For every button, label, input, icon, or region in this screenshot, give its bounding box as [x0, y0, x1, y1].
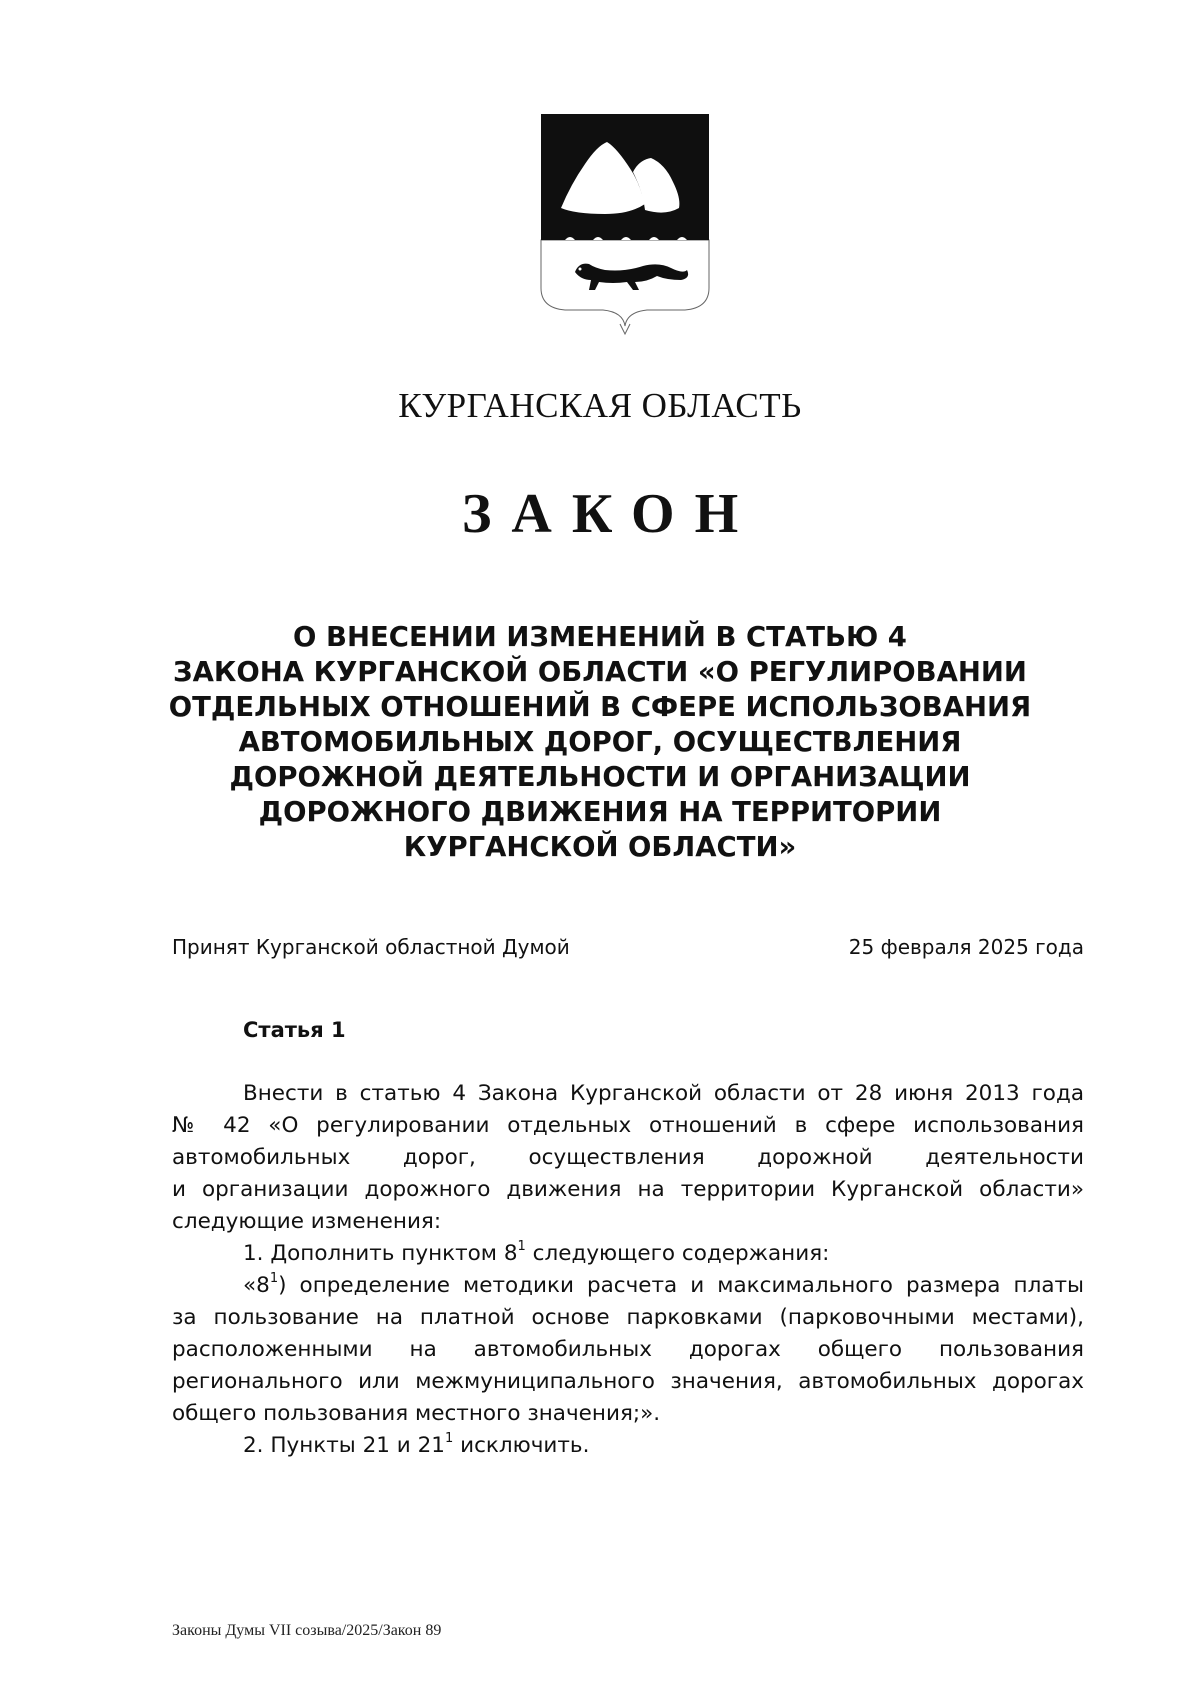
- body-line: следующие изменения:: [172, 1209, 442, 1234]
- law-title: [130, 620, 1070, 865]
- region-heading: КУРГАНСКАЯ ОБЛАСТЬ: [398, 386, 802, 425]
- law-title-line: ЗАКОНА КУРГАНСКОЙ ОБЛАСТИ «О РЕГУЛИРОВАНИИ: [173, 656, 1027, 688]
- body-line: Внести в статью 4 Закона Курганской области от 28 июня 2013 года: [243, 1081, 1084, 1106]
- law-title-line: АВТОМОБИЛЬНЫХ ДОРОГ, ОСУЩЕСТВЛЕНИЯ: [238, 726, 962, 758]
- quote-line: за пользование на платной основе парковками (парковочными местами),: [172, 1305, 1084, 1330]
- item-2: 2. Пункты 21 и $21^1$ исключить.: [243, 1431, 590, 1458]
- law-title-line: О ВНЕСЕНИИ ИЗМЕНЕНИЙ В СТАТЬЮ 4: [293, 621, 907, 653]
- superscript: 1: [444, 1431, 454, 1446]
- body-line: и организации дорожного движения на территории Курганской области»: [172, 1177, 1084, 1202]
- quote-line: «$8^1$) определение методики расчета и максимального размера платы: [243, 1271, 1084, 1298]
- quote-line: общего пользования местного значения;».: [172, 1401, 661, 1426]
- item-1: 1. Дополнить пунктом $8^1$ следующего содержания:: [243, 1239, 830, 1266]
- superscript: 1: [517, 1239, 526, 1254]
- quote-line: расположенными на автомобильных дорогах общего пользования: [172, 1337, 1084, 1362]
- law-title-line: ДОРОЖНОГО ДВИЖЕНИЯ НА ТЕРРИТОРИИ: [258, 796, 942, 828]
- quote-line: регионального или межмуниципального значения, автомобильных дорогах: [172, 1369, 1084, 1394]
- adopted-by-text: Принят Курганской областной Думой: [172, 935, 570, 959]
- body-line: № 42 «О регулировании отдельных отношений в сфере использования: [172, 1113, 1084, 1138]
- coat-of-arms-emblem: [535, 112, 715, 352]
- article-body: [172, 1078, 1084, 1462]
- footer-reference: Законы Думы VII созыва/2025/Закон 89: [172, 1622, 442, 1639]
- body-line: автомобильных дорог, осуществления дорожной деятельности: [172, 1145, 1084, 1170]
- document-type-heading: ЗАКОН: [461, 483, 759, 545]
- law-title-line: ОТДЕЛЬНЫХ ОТНОШЕНИЙ В СФЕРЕ ИСПОЛЬЗОВАНИЯ: [168, 691, 1032, 723]
- law-title-line: ДОРОЖНОЙ ДЕЯТЕЛЬНОСТИ И ОРГАНИЗАЦИИ: [229, 761, 971, 793]
- article-heading: Статья 1: [243, 1018, 346, 1042]
- law-title-line: КУРГАНСКОЙ ОБЛАСТИ»: [403, 831, 797, 863]
- shield-lower-field: [541, 240, 709, 326]
- adoption-date: 25 февраля 2025 года: [848, 935, 1084, 959]
- superscript: 1: [269, 1271, 279, 1286]
- adoption-line: [172, 935, 1084, 959]
